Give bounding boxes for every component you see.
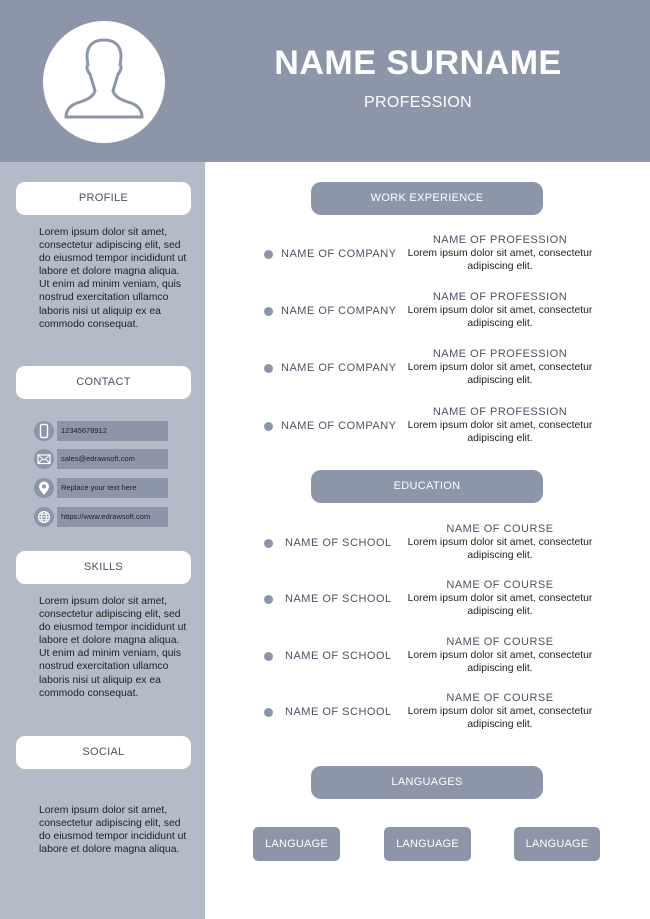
- phone-value[interactable]: 12345678912: [57, 421, 168, 441]
- location-pin-icon: [34, 478, 54, 498]
- address-value[interactable]: Replace your text here: [57, 478, 168, 498]
- website-value[interactable]: https://www.edrawsoft.com: [57, 507, 168, 527]
- header-banner: [0, 0, 650, 162]
- bullet-icon: [264, 250, 273, 259]
- education-description: Lorem ipsum dolor sit amet, consectetur adipiscing elit.: [407, 650, 593, 674]
- company-name: NAME OF COMPANY: [281, 305, 397, 317]
- education-entry: [260, 636, 610, 678]
- profession-name: NAME OF PROFESSION: [432, 348, 568, 360]
- skills-text: Lorem ipsum dolor sit amet, consectetur adipiscing elit, sed do eiusmod tempor incididunt ut labore et dolore magna aliqua. Ut enim ad minim veniam, quis nostrud exercitation ullamco laboris nisi ut aliquip ex ea commodo consequat.: [39, 596, 187, 699]
- work-description: Lorem ipsum dolor sit amet, consectetur adipiscing elit.: [407, 248, 593, 272]
- social-heading: SOCIAL: [16, 736, 191, 769]
- profession-name: NAME OF PROFESSION: [432, 291, 568, 303]
- contact-heading: CONTACT: [16, 366, 191, 399]
- education-entry: [260, 523, 610, 565]
- profile-heading: PROFILE: [16, 182, 191, 215]
- work-entry: [260, 348, 610, 390]
- contact-email: [34, 449, 174, 469]
- mail-icon: [34, 449, 54, 469]
- bullet-icon: [264, 422, 273, 431]
- language-badge: LANGUAGE: [253, 827, 340, 861]
- course-name: NAME OF COURSE: [446, 579, 554, 591]
- course-name: NAME OF COURSE: [446, 692, 554, 704]
- profile-text: Lorem ipsum dolor sit amet, consectetur adipiscing elit, sed do eiusmod tempor incididunt ut labore et dolore magna aliqua. Ut enim ad minim veniam, quis nostrud exercitation ullamco laboris nisi ut aliquip ex ea commodo consequat.: [39, 227, 187, 330]
- bullet-icon: [264, 652, 273, 661]
- avatar: [43, 21, 165, 143]
- work-description: Lorem ipsum dolor sit amet, consectetur adipiscing elit.: [407, 362, 593, 386]
- course-name: NAME OF COURSE: [446, 523, 554, 535]
- company-name: NAME OF COMPANY: [281, 248, 397, 260]
- work-entry: [260, 234, 610, 276]
- contact-phone: [34, 421, 174, 441]
- bullet-icon: [264, 595, 273, 604]
- school-name: NAME OF SCHOOL: [285, 537, 392, 549]
- education-entry: [260, 692, 610, 734]
- school-name: NAME OF SCHOOL: [285, 593, 392, 605]
- profession-name: NAME OF PROFESSION: [432, 406, 568, 418]
- course-name: NAME OF COURSE: [446, 636, 554, 648]
- language-badge: LANGUAGE: [514, 827, 600, 861]
- email-value[interactable]: sales@edrawsoft.com: [57, 449, 168, 469]
- user-silhouette-icon: [43, 21, 165, 143]
- work-experience-heading: WORK EXPERIENCE: [311, 182, 543, 215]
- contact-address: [34, 478, 174, 498]
- skills-heading: SKILLS: [16, 551, 191, 584]
- social-text: Lorem ipsum dolor sit amet, consectetur adipiscing elit, sed do eiusmod tempor incididunt ut labore et dolore magna aliqua.: [39, 805, 187, 856]
- bullet-icon: [264, 708, 273, 717]
- company-name: NAME OF COMPANY: [281, 362, 397, 374]
- bullet-icon: [264, 307, 273, 316]
- work-entry: [260, 291, 610, 333]
- education-entry: [260, 579, 610, 621]
- education-description: Lorem ipsum dolor sit amet, consectetur adipiscing elit.: [407, 593, 593, 617]
- phone-icon: [34, 421, 54, 441]
- profession-name: NAME OF PROFESSION: [432, 234, 568, 246]
- contact-website: [34, 507, 174, 527]
- profession-title: PROFESSION: [364, 94, 472, 111]
- education-description: Lorem ipsum dolor sit amet, consectetur adipiscing elit.: [407, 706, 593, 730]
- work-description: Lorem ipsum dolor sit amet, consectetur adipiscing elit.: [407, 305, 593, 329]
- bullet-icon: [264, 364, 273, 373]
- full-name: NAME SURNAME: [274, 44, 562, 82]
- school-name: NAME OF SCHOOL: [285, 706, 392, 718]
- bullet-icon: [264, 539, 273, 548]
- school-name: NAME OF SCHOOL: [285, 650, 392, 662]
- languages-heading: LANGUAGES: [311, 766, 543, 799]
- education-description: Lorem ipsum dolor sit amet, consectetur adipiscing elit.: [407, 537, 593, 561]
- language-badge: LANGUAGE: [384, 827, 471, 861]
- company-name: NAME OF COMPANY: [281, 420, 397, 432]
- globe-icon: [34, 507, 54, 527]
- work-entry: [260, 406, 610, 448]
- education-heading: EDUCATION: [311, 470, 543, 503]
- work-description: Lorem ipsum dolor sit amet, consectetur adipiscing elit.: [407, 420, 593, 444]
